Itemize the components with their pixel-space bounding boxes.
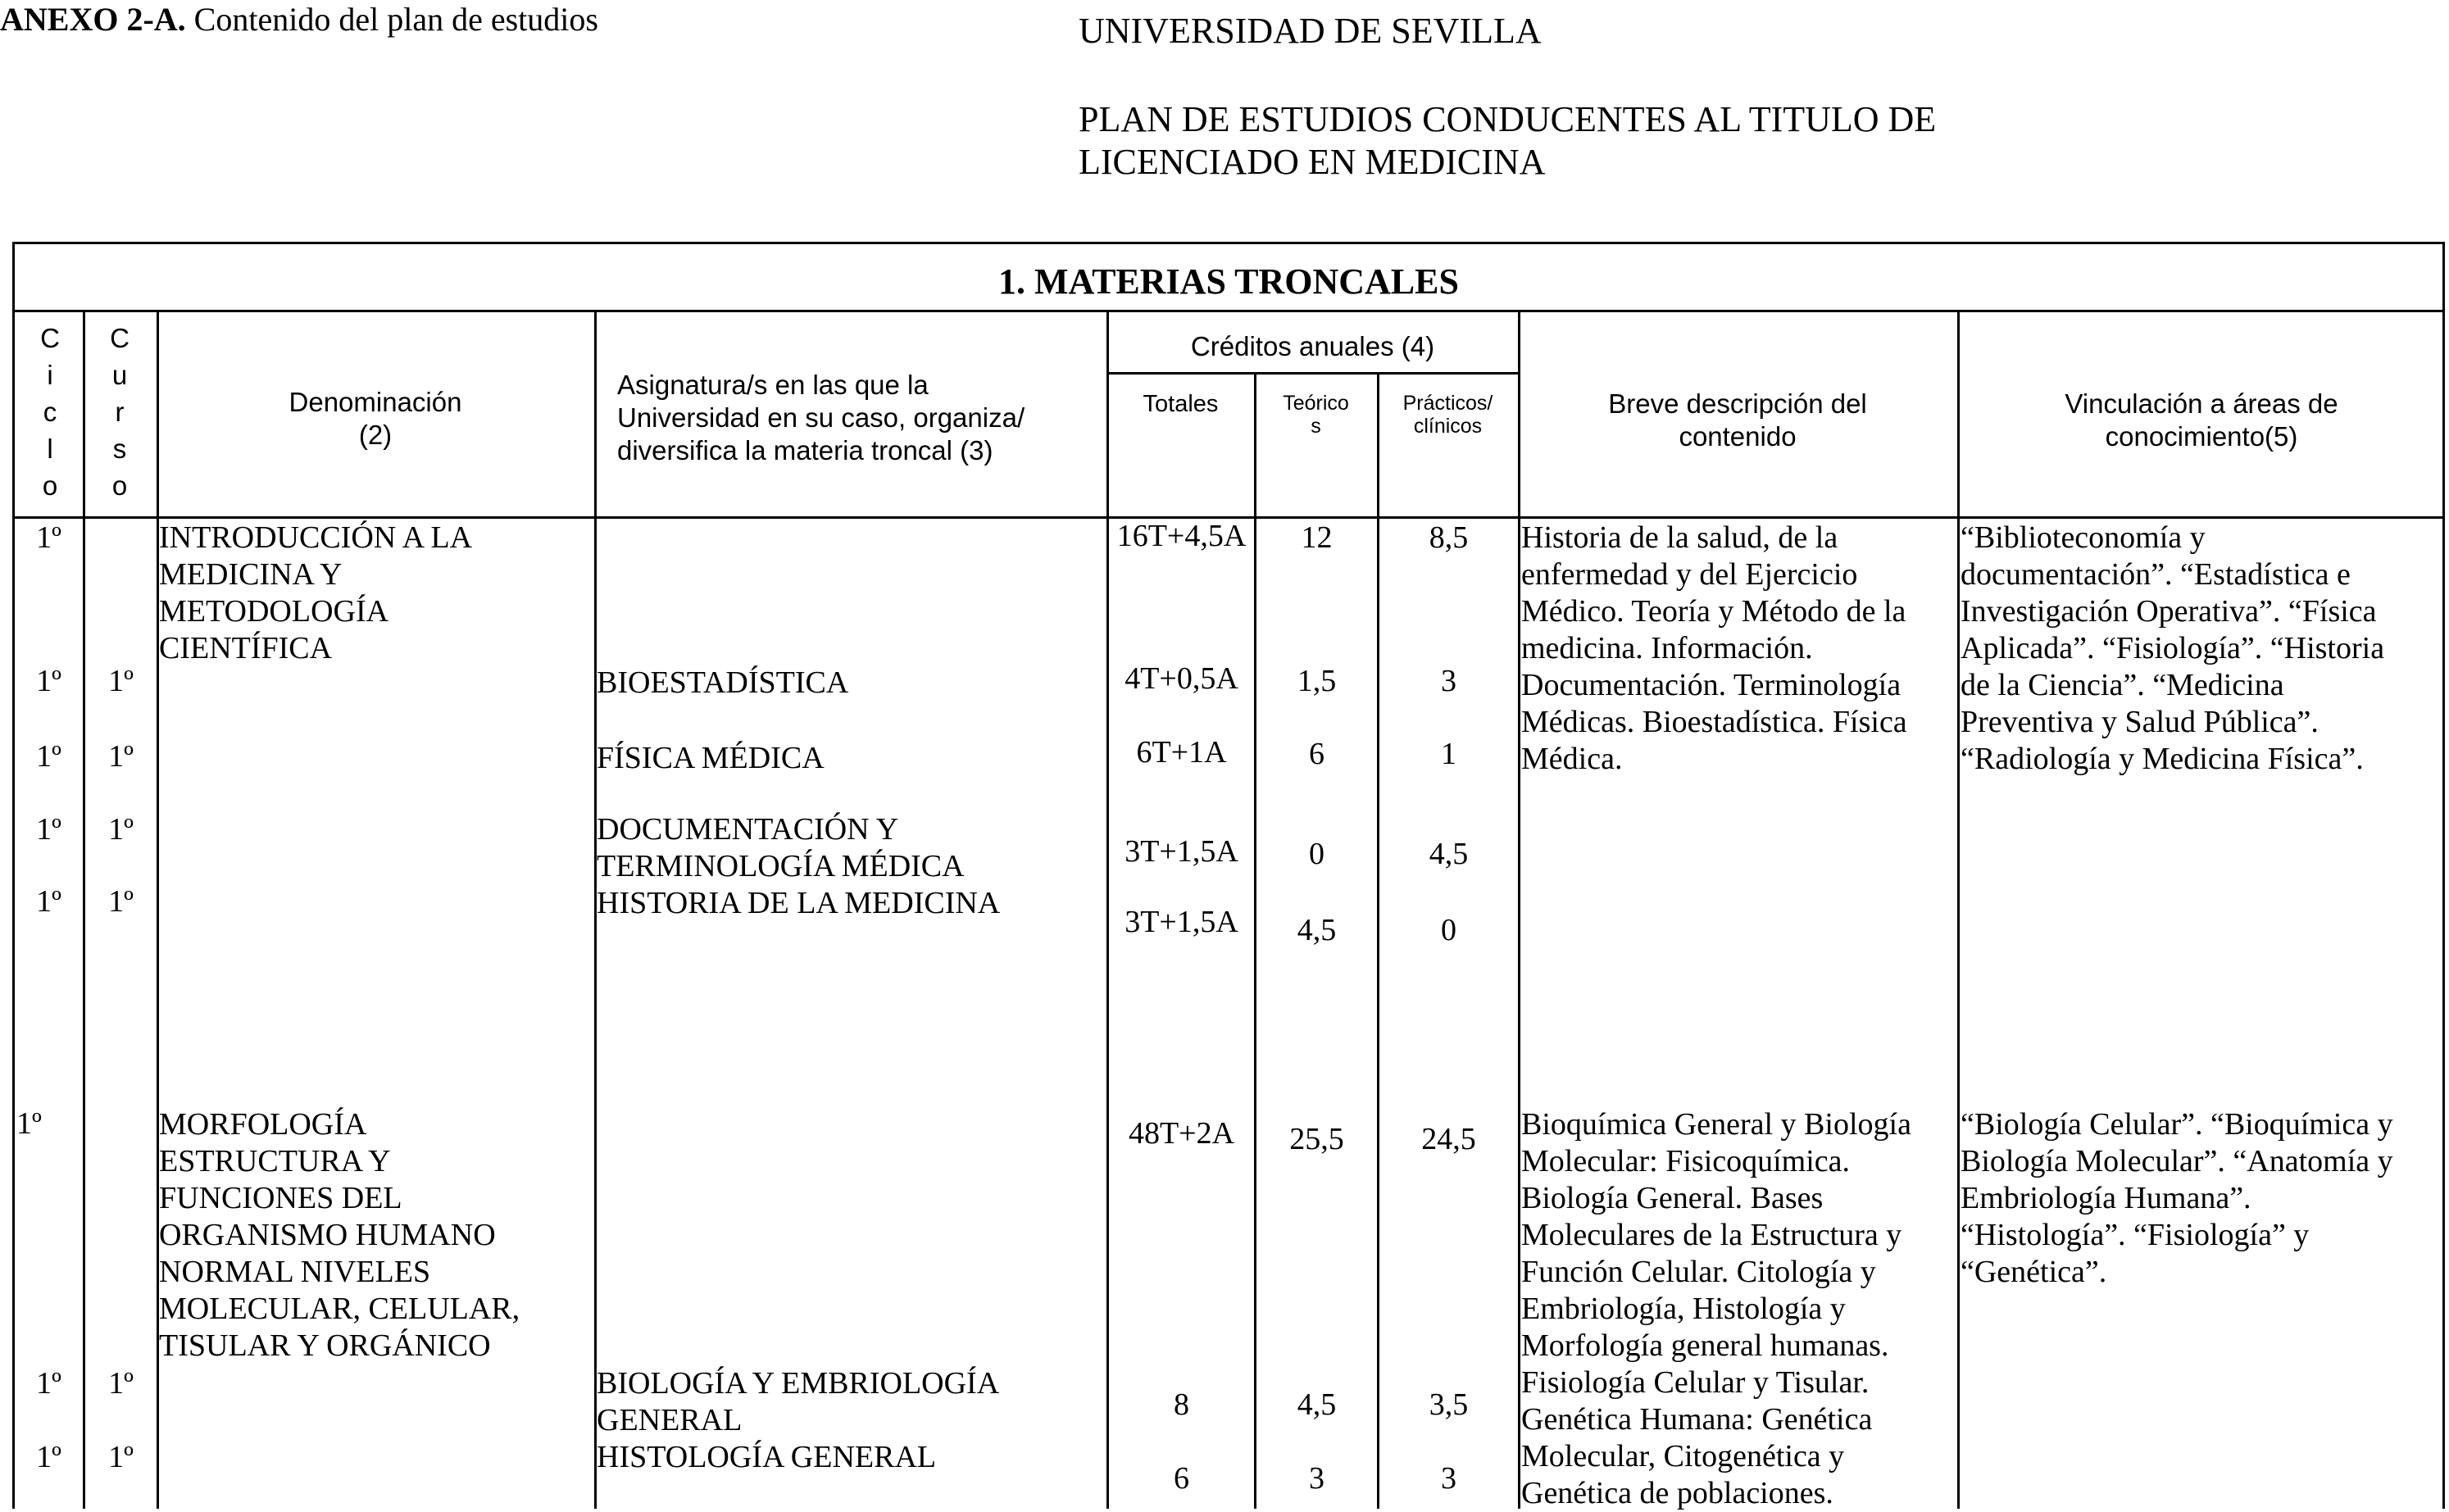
rule-under-creditos [1106,372,1518,375]
subject-teoricos: 4,5 [1297,913,1337,947]
subject-teoricos: 6 [1309,737,1324,771]
subject-curso: 1º [108,884,134,919]
subject-asignatura: HISTOLOGÍA GENERAL [597,1440,937,1474]
group-teoricos: 25,5 [1289,1122,1344,1156]
subject-practicos: 1 [1441,737,1456,771]
group-denominacion: INTRODUCCIÓN A LA MEDICINA Y METODOLOGÍA CIENTÍFICA [159,520,473,665]
subject-practicos: 3 [1441,664,1456,698]
section-title: 1. MATERIAS TRONCALES [998,261,1459,302]
subject-curso: 1º [108,739,134,774]
subject-ciclo: 1º [36,812,61,847]
group-teoricos: 12 [1301,520,1333,555]
subject-teoricos: 3 [1309,1461,1324,1496]
subject-teoricos: 1,5 [1297,664,1337,698]
plan-title-line2: LICENCIADO EN MEDICINA [1079,142,1546,182]
annex-description: Contenido del plan de estudios [185,1,598,38]
subject-teoricos: 4,5 [1297,1387,1337,1422]
subject-curso: 1º [108,664,134,698]
group-ciclo: 1º [16,1106,42,1141]
subject-asignatura: FÍSICA MÉDICA [597,741,825,775]
subject-practicos: 3 [1441,1461,1456,1496]
materias-troncales-table [12,242,2445,1509]
subject-asignatura: DOCUMENTACIÓN Y TERMINOLOGÍA MÉDICA [597,812,965,883]
header-teoricos: Teórico s [1283,392,1349,438]
subject-ciclo: 1º [36,1440,61,1474]
subject-teoricos: 0 [1309,837,1324,871]
header-descripcion: Breve descripción del contenido [1608,388,1867,452]
annex-title [0,0,598,39]
header-denominacion: Denominación (2) [289,387,462,450]
subject-totales: 3T+1,5A [1125,834,1238,869]
group-denominacion: MORFOLOGÍA ESTRUCTURA Y FUNCIONES DEL ORGANISMO HUMANO NORMAL NIVELES MOLECULAR, CELULAR, TISULAR Y ORGÁNICO [159,1107,520,1363]
rule-under-title [15,310,2442,312]
group-vinculacion: “Biología Celular”. “Bioquímica y Biología Molecular”. “Anatomía y Embriología Humana”. “Histología”. “Fisiología” y “Genética”. [1961,1107,2393,1289]
subject-asignatura: HISTORIA DE LA MEDICINA [597,886,1001,920]
header-curso: C u r s o [110,323,129,501]
subject-curso: 1º [108,1366,134,1401]
subject-ciclo: 1º [36,739,61,774]
group-descripcion: Bioquímica General y Biología Molecular: Fisicoquímica. Biología General. Bases Moleculares de la Estructura y Función Celular. Citología y Embriología, Histología y Morfología general humanas. Fisiología Celular y Tisular. Genética Humana: Genética Molecular, Citogenética y Genética de poblaciones. [1521,1107,1911,1510]
header-asignaturas: Asignatura/s en las que la Universidad en su caso, organiza/ diversifica la materia troncal (3) [617,370,1025,465]
subject-totales: 6 [1174,1461,1189,1496]
group-practicos: 24,5 [1421,1122,1476,1156]
subject-totales: 8 [1174,1387,1189,1422]
header-totales: Totales [1143,391,1219,417]
group-descripcion: Historia de la salud, de la enfermedad y del Ejercicio Médico. Teoría y Método de la medicina. Información. Documentación. Terminología Médicas. Bioestadística. Física Médica. [1521,520,1907,776]
annex-label: ANEXO 2-A. [0,1,186,38]
header-creditos-anuales: Créditos anuales (4) [1190,331,1435,361]
subject-totales: 4T+0,5A [1125,661,1238,696]
university-name: UNIVERSIDAD DE SEVILLA [1079,11,1542,51]
header-vinculacion: Vinculación a áreas de conocimiento(5) [2065,388,2338,452]
subject-curso: 1º [108,812,134,847]
group-ciclo: 1º [36,520,61,555]
subject-curso: 1º [108,1440,134,1474]
plan-title-line1: PLAN DE ESTUDIOS CONDUCENTES AL TITULO DE [1079,99,1937,139]
subject-practicos: 3,5 [1429,1387,1469,1422]
subject-ciclo: 1º [36,664,61,698]
subject-ciclo: 1º [36,1366,61,1401]
group-totales: 16T+4,5A [1116,519,1247,553]
group-vinculacion: “Biblioteconomía y documentación”. “Estadística e Investigación Operativa”. “Física Aplicada”. “Fisiología”. “Historia de la Ciencia”. “Medicina Preventiva y Salud Pública”. “Radiología y Medicina Física”. [1961,520,2385,776]
col-rule-8 [1957,310,1960,1509]
header-ciclo: C i c l o [40,323,60,501]
subject-ciclo: 1º [36,884,61,919]
group-totales: 48T+2A [1128,1116,1235,1151]
subject-asignatura: BIOLOGÍA Y EMBRIOLOGÍA GENERAL [597,1366,1000,1437]
subject-asignatura: BIOESTADÍSTICA [597,665,849,700]
subject-practicos: 4,5 [1429,837,1469,871]
col-rule-7 [1518,310,1520,1509]
group-practicos: 8,5 [1429,520,1469,555]
header-practicos: Prácticos/ clínicos [1402,392,1493,438]
subject-totales: 6T+1A [1136,735,1227,770]
subject-totales: 3T+1,5A [1125,905,1238,939]
subject-practicos: 0 [1441,913,1456,947]
